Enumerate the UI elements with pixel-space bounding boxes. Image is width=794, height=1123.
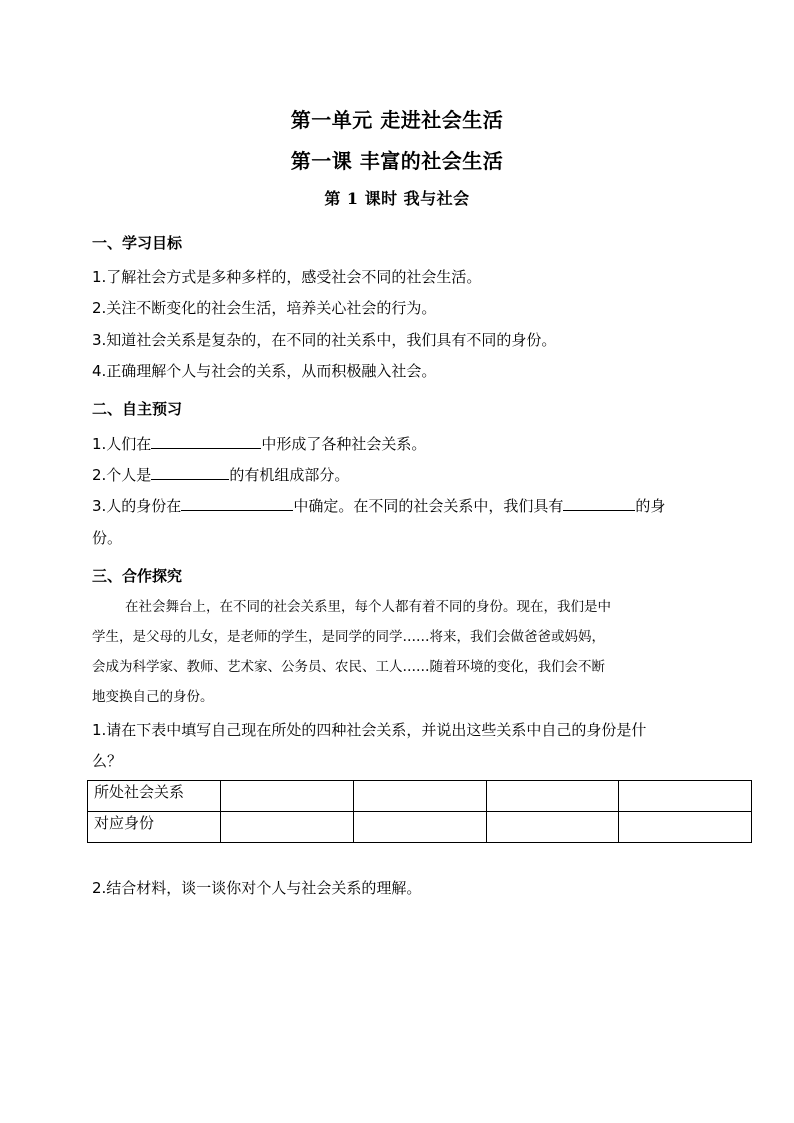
preview-q2-before: 2.个人是 — [92, 466, 152, 484]
table-cell[interactable] — [353, 812, 486, 843]
lesson-title: 第一课 丰富的社会生活 — [290, 149, 504, 173]
preview-question-2 — [92, 464, 349, 485]
table-row — [88, 812, 752, 843]
answer-blank[interactable] — [151, 434, 261, 449]
preview-q1-after: 中形成了各种社会关系。 — [261, 435, 427, 453]
paragraph-line: 在社会舞台上，在不同的社会关系里，每个人都有着不同的身份。现在，我们是中 — [125, 599, 611, 615]
table-cell[interactable] — [221, 812, 354, 843]
preview-q3-before: 3.人的身份在 — [92, 497, 182, 515]
preview-q3-middle: 中确定。在不同的社会关系中，我们具有 — [293, 497, 564, 515]
explore-paragraph — [92, 592, 702, 712]
table-cell[interactable] — [486, 781, 619, 812]
objective-item: 3.知道社会关系是复杂的，在不同的社关系中，我们具有不同的身份。 — [92, 331, 557, 349]
objective-item: 2.关注不断变化的社会生活，培养关心社会的行为。 — [92, 299, 437, 317]
table-cell[interactable] — [221, 781, 354, 812]
preview-q3-after: 的身 — [635, 497, 666, 515]
table-row-label: 对应身份 — [88, 812, 221, 843]
paragraph-line: 会成为科学家、教师、艺术家、公务员、农民、工人……随着环境的变化，我们会不断 — [92, 659, 605, 675]
objectives-heading: 一、学习目标 — [92, 234, 183, 252]
table-cell[interactable] — [486, 812, 619, 843]
relations-table — [87, 780, 752, 843]
unit-title: 第一单元 走进社会生活 — [290, 108, 504, 132]
paragraph-line: 地变换自己的身份。 — [92, 689, 214, 705]
objective-item: 1.了解社会方式是多种多样的，感受社会不同的社会生活。 — [92, 268, 482, 286]
preview-heading: 二、自主预习 — [92, 400, 183, 418]
table-row — [88, 781, 752, 812]
explore-question-2: 2.结合材料，谈一谈你对个人与社会关系的理解。 — [92, 879, 422, 897]
table-cell[interactable] — [619, 812, 752, 843]
answer-blank[interactable] — [151, 465, 229, 480]
explore-heading: 三、合作探究 — [92, 567, 183, 585]
answer-blank[interactable] — [181, 496, 293, 511]
paragraph-line: 学生，是父母的儿女，是老师的学生，是同学的同学……将来，我们会做爸爸或妈妈， — [92, 629, 605, 645]
preview-question-1 — [92, 433, 426, 454]
preview-q2-after: 的有机组成部分。 — [229, 466, 350, 484]
answer-blank[interactable] — [563, 496, 635, 511]
period-title: 第 1 课时 我与社会 — [324, 189, 470, 208]
explore-question-1-wrap: 么？ — [92, 752, 123, 770]
preview-q3-wrap: 份。 — [92, 529, 123, 547]
table-cell[interactable] — [619, 781, 752, 812]
explore-question-1: 1.请在下表中填写自己现在所处的四种社会关系，并说出这些关系中自己的身份是什 — [92, 721, 647, 739]
table-cell[interactable] — [353, 781, 486, 812]
table-row-label: 所处社会关系 — [88, 781, 221, 812]
preview-question-3 — [92, 495, 665, 516]
preview-q1-before: 1.人们在 — [92, 435, 152, 453]
objective-item: 4.正确理解个人与社会的关系，从而积极融入社会。 — [92, 362, 437, 380]
